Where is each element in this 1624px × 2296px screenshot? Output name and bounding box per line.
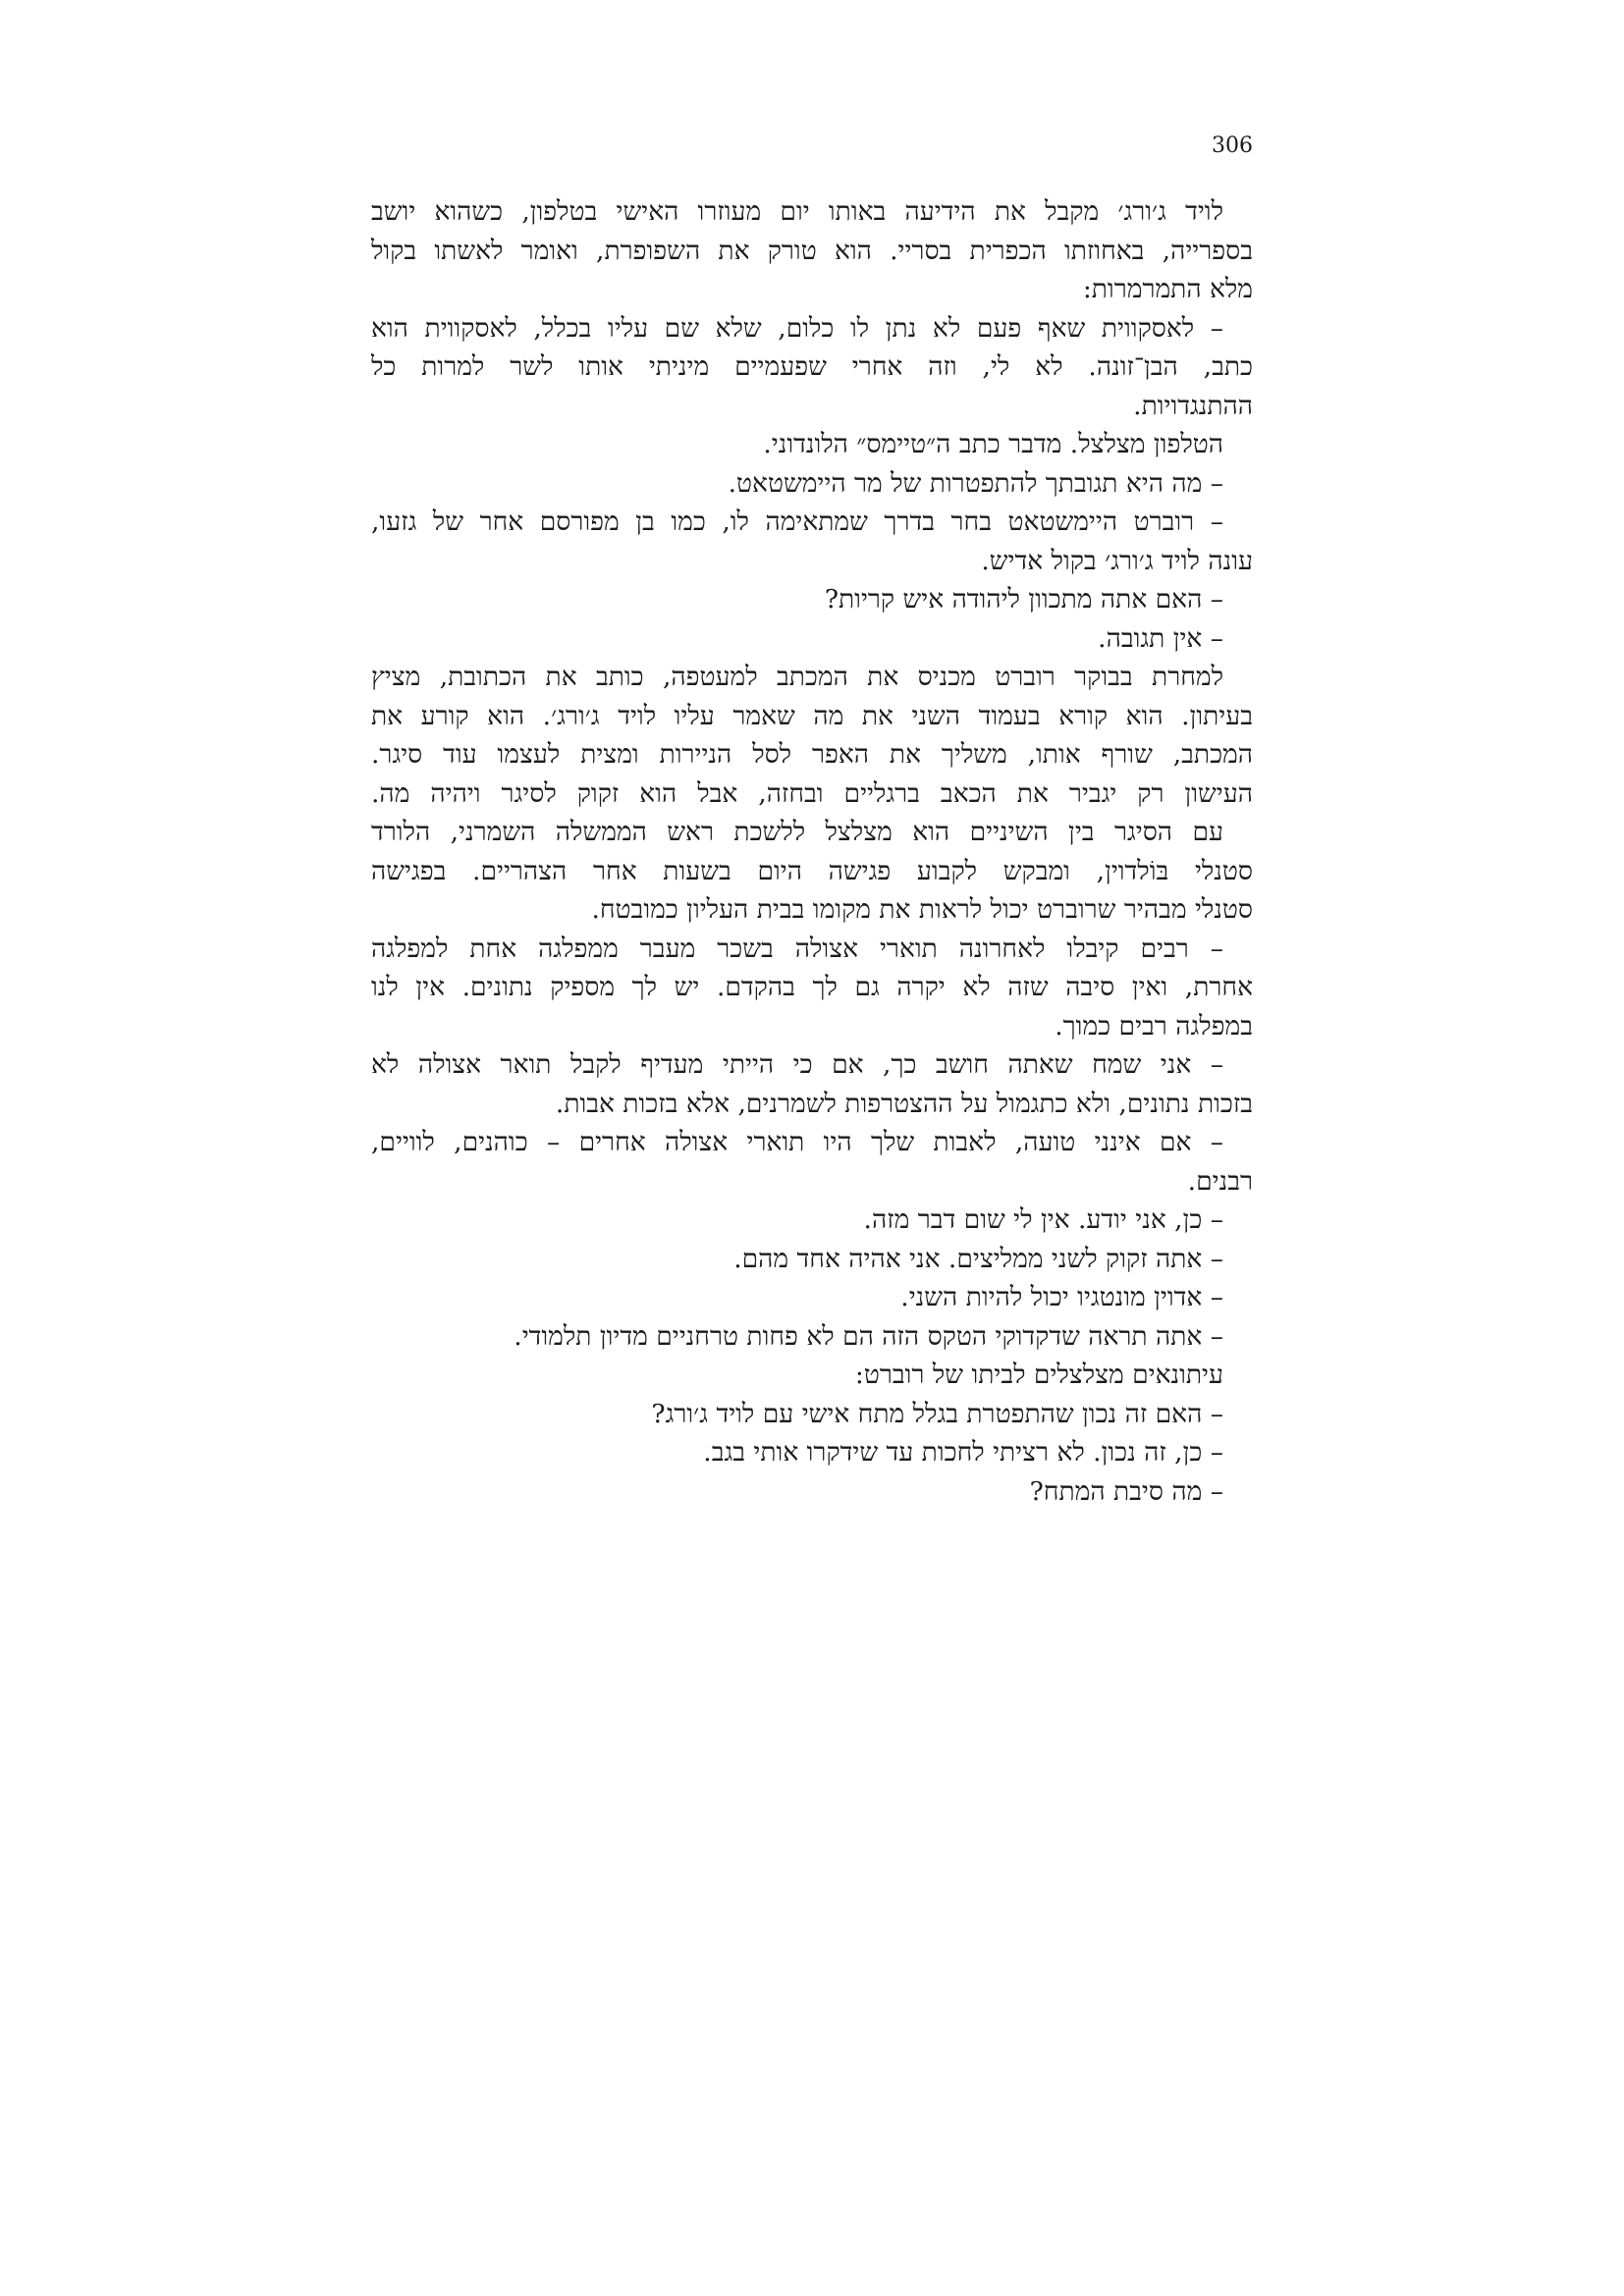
text-line: – מה היא תגובתך להתפטרות של מר היימשטאט. <box>728 467 1223 499</box>
text-line: – האם אתה מתכוון ליהודה איש קריות? <box>824 584 1223 614</box>
text-line: – אתה זקוק לשני ממליצים. אני אהיה אחד מהם. <box>733 1243 1223 1274</box>
text-line: ההתנגדויות. <box>1133 390 1253 421</box>
page-number: 306 <box>1212 133 1253 158</box>
text-line: – האם זה נכון שהתפטרת בגלל מתח אישי עם לויד ג׳ורג? <box>651 1398 1223 1429</box>
text-line: עונה לויד ג׳ורג׳ בקול אדיש. <box>981 545 1253 576</box>
text-line: עיתונאים מצלצלים לביתו של רוברט: <box>854 1360 1223 1390</box>
text-line: – רוברט היימשטאט בחר בדרך שמתאימה לו, כמו בן מפורסם אחר של גזעו, <box>371 507 1223 537</box>
text-line: בעיתון. הוא קורא בעמוד השני את מה שאמר עליו לויד ג׳ורג׳. הוא קורע את <box>371 700 1253 731</box>
text-line: – לאסקווית שאף פעם לא נתן לו כלום, שלא שם עליו בכלל, לאסקווית הוא <box>371 312 1223 344</box>
text-line: מלא התמרמרות: <box>1082 274 1253 304</box>
text-line: – אני שמח שאתה חושב כך, אם כי הייתי מעדיף לקבל תואר אצולה לא <box>371 1049 1223 1080</box>
text-line: – אתה תראה שדקדוקי הטקס הזה הם לא פחות טרחניים מדיון תלמודי. <box>514 1320 1223 1352</box>
text-line: – רבים קיבלו לאחרונה תוארי אצולה בשכר מעבר ממפלגה אחת למפלגה <box>371 933 1223 964</box>
text-line: כתב, הבן־זונה. לא לי, וזה אחרי שפעמיים מיניתי אותו לשר למרות כל <box>371 351 1253 382</box>
text-line: – כן, זה נכון. לא רציתי לחכות עד שידקרו אותי בגב. <box>703 1437 1223 1468</box>
text-line: עם הסיגר בין השיניים הוא מצלצל ללשכת ראש הממשלה השמרני, הלורד <box>371 817 1223 847</box>
body-text <box>371 192 1253 1511</box>
text-line: – כן, אני יודע. אין לי שום דבר מזה. <box>863 1204 1223 1235</box>
text-line: אחרת, ואין סיבה שזה לא יקרה גם לך בהקדם. יש לך מספיק נתונים. אין לנו <box>371 972 1253 1002</box>
text-line: המכתב, שורף אותו, משליך את האפר לסל הניירות ומצית לעצמו עוד סיגר. <box>371 739 1253 770</box>
text-line: הטלפון מצלצל. מדבר כתב ה״טיימס״ הלונדוני. <box>763 429 1223 459</box>
text-line: – אם אינני טועה, לאבות שלך היו תוארי אצולה אחרים – כוהנים, לוויים, <box>371 1127 1223 1157</box>
text-line: – אין תגובה. <box>1098 622 1223 654</box>
text-line: בספרייה, באחוזתו הכפרית בסריי. הוא טורק את השפופרת, ואומר לאשתו בקול <box>371 235 1253 266</box>
text-line: – מה סיבת המתח? <box>1029 1475 1223 1507</box>
text-line: לויד ג׳ורג׳ מקבל את הידיעה באותו יום מעוזרו האישי בטלפון, כשהוא יושב <box>371 196 1223 227</box>
text-line: למחרת בבוקר רוברט מכניס את המכתב למעטפה, כותב את הכתובת, מציץ <box>371 662 1223 692</box>
text-line: סטנלי בּוֹלדוין, ומבקש לקבוע פגישה היום בשעות אחר הצהריים. בפגישה <box>371 855 1253 886</box>
text-line: במפלגה רבים כמוך. <box>1055 1010 1253 1041</box>
text-line: העישון רק יגביר את הכאב ברגליים ובחזה, אבל הוא זקוק לסיגר ויהיה מה. <box>371 777 1253 809</box>
text-line: בזכות נתונים, ולא כתגמול על ההצטרפות לשמרנים, אלא בזכות אבות. <box>555 1088 1253 1119</box>
text-line: סטנלי מבהיר שרוברט יכול לראות את מקומו בבית העליון כמובטח. <box>591 894 1253 925</box>
text-line: – אדוין מונטגיו יכול להיות השני. <box>900 1282 1223 1312</box>
text-line: רבנים. <box>1187 1165 1253 1197</box>
